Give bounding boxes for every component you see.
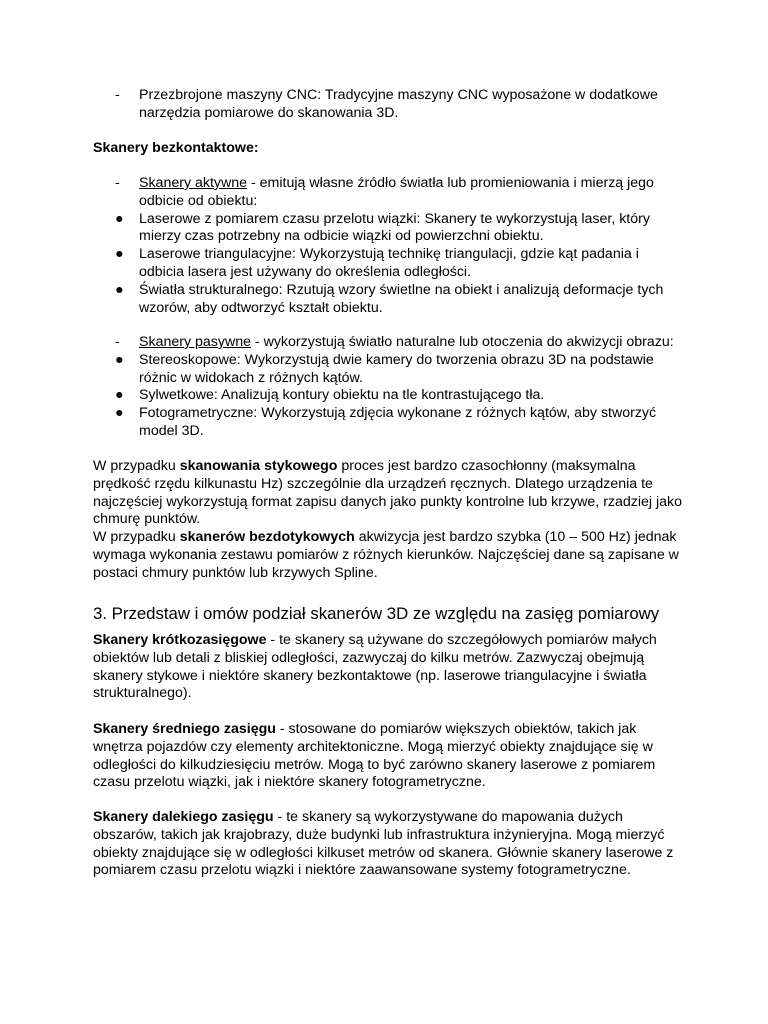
page-heading: 3. Przedstaw i omów podział skanerów 3D ze względu na zasięg pomiarowy: [93, 604, 660, 623]
paragraph: [93, 632, 685, 703]
text-run: akwizycja jest bardzo szybka (10 – 500 Hz) jednak wymaga wykonania zestawu pomiarów z różnych kierunków. Najczęściej dane są zapisane w postaci chmury punktów lub krzywych Spline.: [93, 529, 679, 581]
list-item: [93, 334, 685, 352]
intro-list: [93, 87, 685, 123]
list-item: [93, 387, 685, 405]
text-run: W przypadku: [93, 458, 180, 474]
long-range-paragraph: [93, 809, 685, 880]
contact-speed-paragraph: [93, 458, 685, 529]
passive-scanners-desc: - wykorzystują światło naturalne lub otoczenia do akwizycji obrazu:: [250, 334, 674, 350]
bullet-marker: ●: [115, 281, 124, 298]
active-scanners-list: [93, 175, 685, 317]
text-run: proces jest bardzo czasochłonny (maksymalna prędkość rzędu kilkunastu Hz) szczególnie dla urządzeń ręcznych. Dlatego urządzenia te najczęściej wykorzystują format zapisu danych jako punkty kontrolne lub krzywe, rzadziej jako chmurę punktów.: [93, 458, 683, 528]
list-item-text: Sylwetkowe: Analizują kontury obiektu na tle kontrastującego tła.: [139, 387, 545, 404]
section-heading: Skanery bezkontaktowe:: [93, 140, 259, 156]
bullet-marker: ●: [115, 387, 124, 404]
list-item-text: Światła strukturalnego: Rzutują wzory świetlne na obiekt i analizują deformacje tych wzorów, aby odtworzyć kształt obiektu.: [139, 281, 664, 316]
active-scanners-desc: - emitują własne źródło światła lub promieniowania i mierzą jego odbicie od obiektu:: [139, 175, 654, 209]
text-run: - te skanery są używane do szczegółowych pomiarów małych obiektów lub detali z bliskiej odległości, zazwyczaj do kilku metrów. Zazwyczaj obejmują skanery stykowe i niektóre skanery bezkontaktowe (np. laserowe triangulacyjne i światła strukturalnego).: [93, 632, 657, 702]
list-item-text: Stereoskopowe: Wykorzystują dwie kamery do tworzenia obrazu 3D na podstawie różnic w widokach z różnych kątów.: [139, 351, 654, 386]
list-item: [93, 87, 685, 123]
dash-marker: -: [115, 175, 120, 191]
passive-scanners-list: [93, 334, 685, 441]
list-item: [93, 405, 685, 441]
bold-term: Skanery dalekiego zasięgu: [93, 809, 274, 825]
list-item-text: Fotogrametryczne: Wykorzystują zdjęcia wykonane z różnych kątów, aby stworzyć model 3D.: [139, 405, 657, 439]
text-run: W przypadku: [93, 529, 180, 546]
medium-range-paragraph: [93, 721, 685, 792]
bullet-marker: ●: [115, 405, 124, 422]
dash-marker: -: [115, 334, 120, 350]
paragraph: [93, 721, 685, 792]
bold-term: Skanery średniego zasięgu: [93, 721, 276, 737]
section-3-heading: [93, 604, 713, 624]
bullet-marker: ●: [115, 351, 124, 368]
noncontact-speed-paragraph: [93, 529, 685, 582]
dash-marker: -: [115, 87, 120, 103]
bullet-marker: ●: [115, 210, 124, 227]
active-scanners-term: Skanery aktywne: [139, 175, 248, 191]
list-item-text: Laserowe triangulacyjne: Wykorzystują technikę triangulacji, gdzie kąt padania i odbicia lasera jest używany do określenia odległości.: [139, 246, 639, 280]
list-item: [93, 211, 685, 247]
bold-term: skanerów bezdotykowych: [179, 529, 355, 546]
passive-scanners-term: Skanery pasywne: [139, 334, 251, 350]
list-item: [93, 282, 685, 318]
summary-paragraphs: [93, 458, 685, 583]
list-item-text: Przezbrojone maszyny CNC: Tradycyjne maszyny CNC wyposażone w dodatkowe narzędzia pomiarowe do skanowania 3D.: [139, 87, 658, 121]
noncontact-heading: [93, 140, 685, 158]
list-item: [93, 352, 685, 388]
text-run: - te skanery są wykorzystywane do mapowania dużych obszarów, takich jak krajobrazy, duże budynki lub infrastruktura inżynieryjna. Mogą mierzyć obiekty znajdujące się w odległości kilkuset metrów od skanera. Głównie skanery laserowe z pomiarem czasu przelotu wiązki i niektóre zaawansowane systemy fotogrametryczne.: [93, 809, 674, 879]
bold-term: skanowania stykowego: [179, 458, 338, 474]
bullet-marker: ●: [115, 246, 124, 263]
list-item: [93, 246, 685, 282]
paragraph: [93, 809, 685, 880]
text-run: - stosowane do pomiarów większych obiektów, takich jak wnętrza pojazdów czy elementy architektoniczne. Mogą mierzyć obiekty znajdujące się w odległości do kilkudziesięciu metrów. Mogą to być zarówno skanery laserowe z pomiarem czasu przelotu wiązki, jak i niektóre skanery fotogrametryczne.: [93, 721, 656, 791]
list-item: [93, 175, 685, 211]
list-item-text: Laserowe z pomiarem czasu przelotu wiązki: Skanery te wykorzystują laser, który mierzy czas potrzebny na odbicie wiązki od powierzchni obiektu.: [139, 210, 650, 245]
short-range-paragraph: [93, 632, 685, 703]
bold-term: Skanery krótkozasięgowe: [93, 632, 267, 648]
